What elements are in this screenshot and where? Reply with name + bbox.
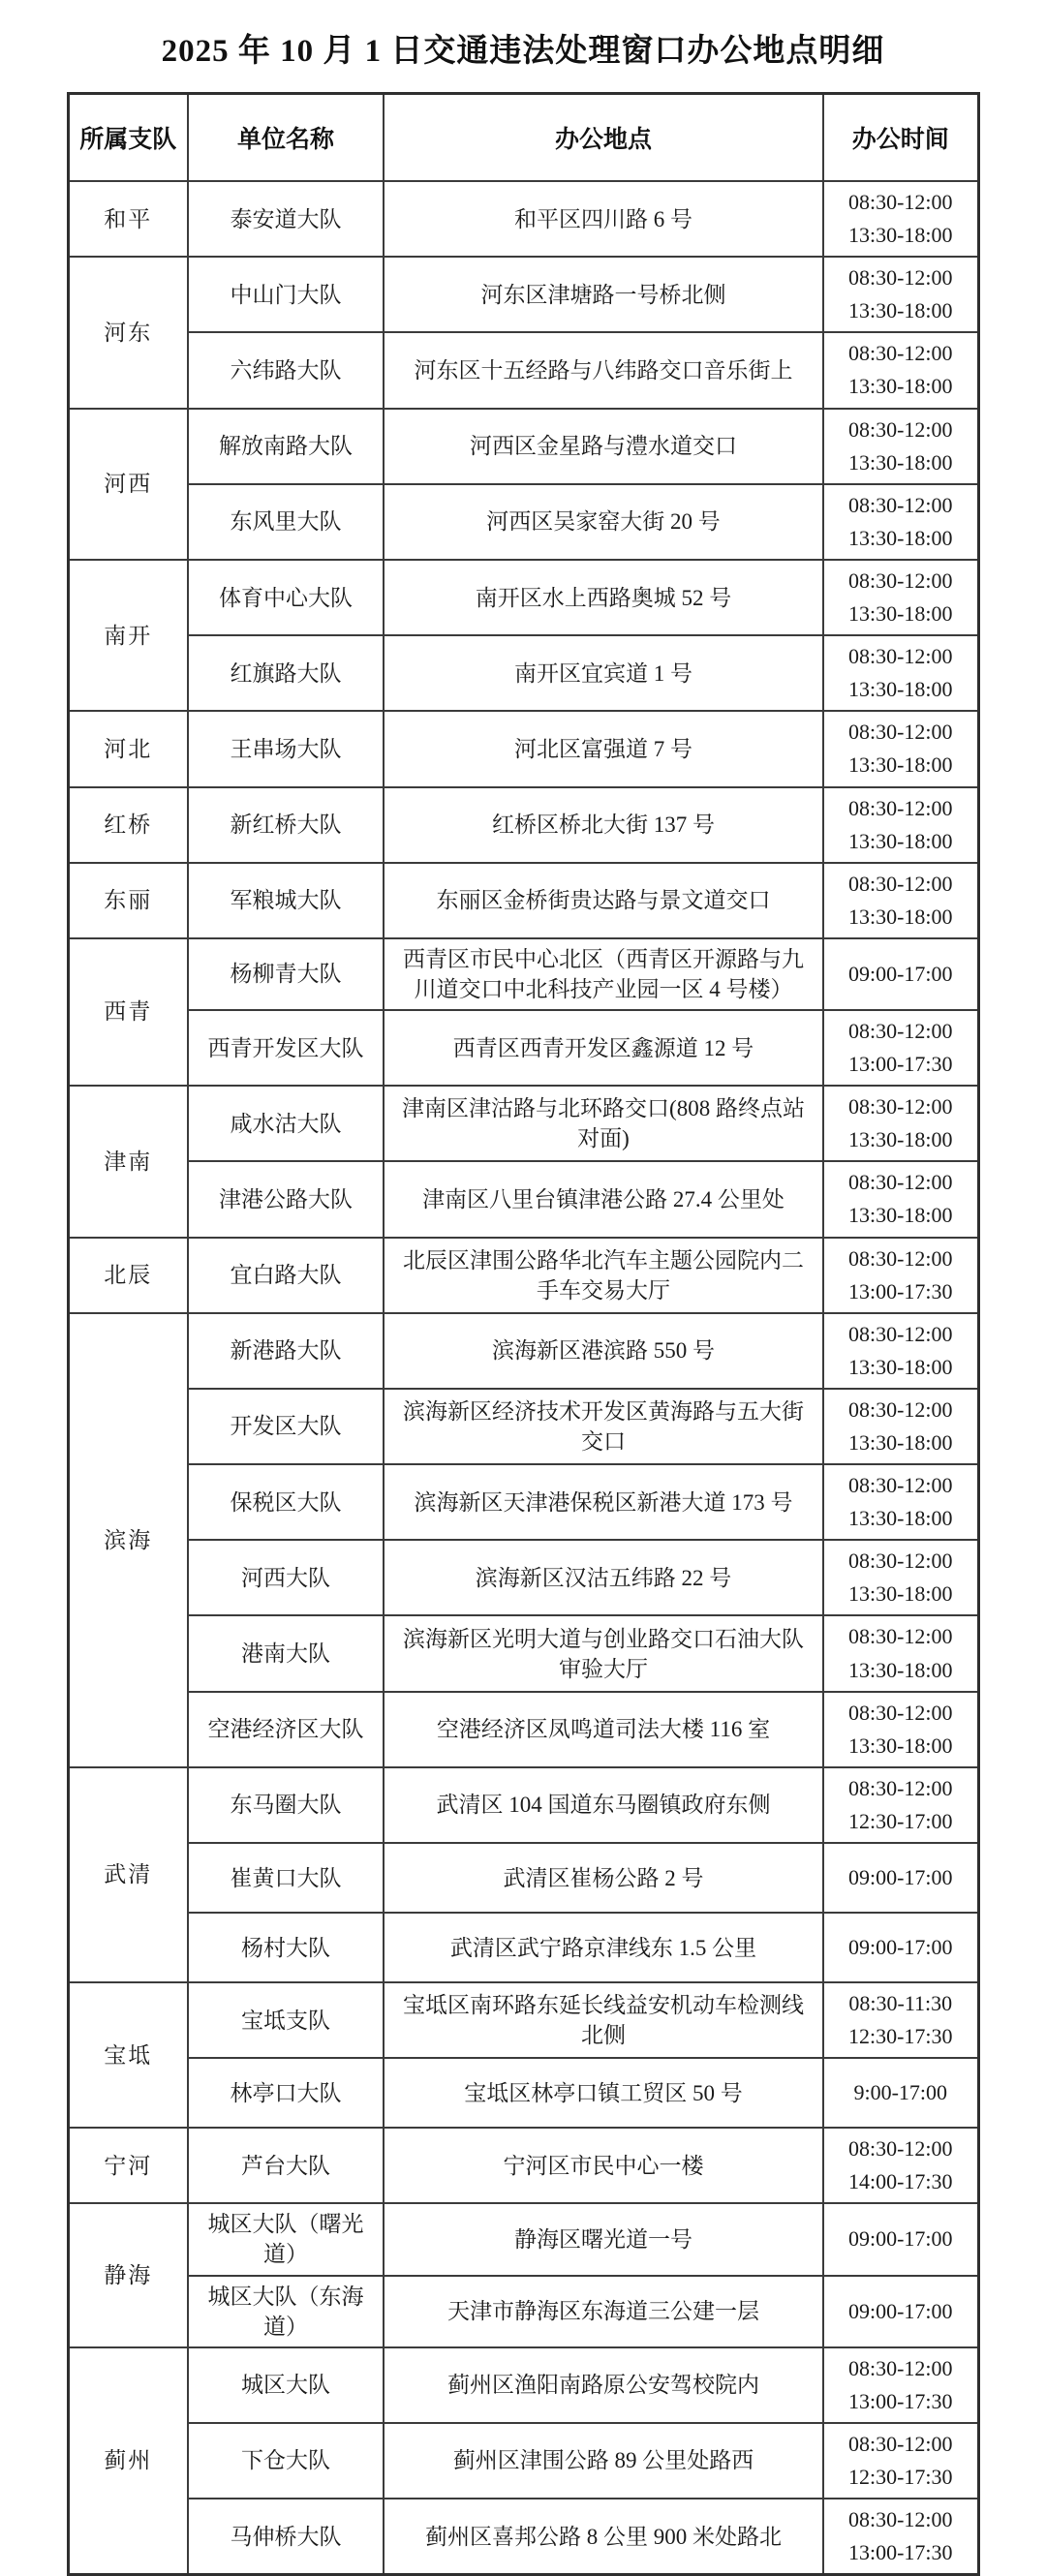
office-hours-cell [823, 1767, 978, 1843]
office-hours-line: 08:30-12:00 [847, 1549, 953, 1574]
district-cell: 红桥 [68, 787, 188, 863]
office-address-cell: 滨海新区光明大道与创业路交口石油大队审验大厅 [384, 1615, 823, 1691]
unit-name-cell: 新港路大队 [188, 1313, 384, 1389]
office-hours-line: 13:30-18:00 [847, 374, 953, 399]
office-hours-cell [823, 409, 978, 484]
table-row [68, 484, 978, 560]
office-hours-line: 08:30-12:00 [847, 341, 953, 366]
unit-name-cell: 城区大队（曙光道） [188, 2203, 384, 2275]
office-hours-line: 13:00-17:30 [847, 2388, 953, 2413]
office-address-cell: 静海区曙光道一号 [384, 2203, 823, 2275]
office-address-cell: 蓟州区喜邦公路 8 公里 900 米处路北 [384, 2499, 823, 2575]
office-hours-line: 08:30-12:00 [847, 1094, 953, 1119]
office-address-cell: 武清区 104 国道东马圈镇政府东侧 [384, 1767, 823, 1843]
table-row [68, 1389, 978, 1464]
unit-name-cell: 新红桥大队 [188, 787, 384, 863]
unit-name-cell: 林亭口大队 [188, 2058, 384, 2128]
office-hours-line: 13:30-18:00 [847, 1354, 953, 1379]
unit-name-cell: 六纬路大队 [188, 332, 384, 408]
office-hours-line: 08:30-12:00 [847, 1775, 953, 1800]
district-cell: 南开 [68, 560, 188, 711]
office-address-cell: 滨海新区天津港保税区新港大道 173 号 [384, 1464, 823, 1540]
unit-name-cell: 城区大队（东海道） [188, 2276, 384, 2347]
office-hours-cell [823, 1161, 978, 1237]
unit-name-cell: 杨柳青大队 [188, 938, 384, 1010]
office-hours-line: 09:00-17:00 [847, 1864, 953, 1889]
district-cell: 滨海 [68, 1313, 188, 1767]
office-hours-line: 13:30-18:00 [847, 1506, 953, 1531]
table-row [68, 1767, 978, 1843]
office-address-cell: 南开区宜宾道 1 号 [384, 635, 823, 711]
table-row [68, 1913, 978, 1982]
office-hours-line: 12:30-17:30 [847, 2464, 953, 2489]
table-row [68, 2347, 978, 2423]
office-hours-cell [823, 1615, 978, 1691]
office-hours-line: 13:30-18:00 [847, 752, 953, 778]
table-row [68, 181, 978, 257]
unit-name-cell: 西青开发区大队 [188, 1010, 384, 1086]
table-row [68, 2203, 978, 2275]
office-hours-cell [823, 1010, 978, 1086]
unit-name-cell: 下仓大队 [188, 2423, 384, 2499]
office-hours-cell [823, 1389, 978, 1464]
table-row [68, 711, 978, 786]
office-hours-line: 09:00-17:00 [847, 1934, 953, 1959]
unit-name-cell: 军粮城大队 [188, 863, 384, 938]
office-address-cell: 宁河区市民中心一楼 [384, 2128, 823, 2203]
office-address-cell: 滨海新区经济技术开发区黄海路与五大街交口 [384, 1389, 823, 1464]
office-hours-line: 08:30-11:30 [848, 1991, 953, 2016]
district-cell: 蓟州 [68, 2347, 188, 2575]
table-row [68, 938, 978, 1010]
table-row [68, 1313, 978, 1389]
office-hours-line: 13:30-18:00 [847, 1733, 953, 1758]
table-row [68, 1982, 978, 2058]
district-cell: 河北 [68, 711, 188, 786]
office-address-cell: 滨海新区港滨路 550 号 [384, 1313, 823, 1389]
office-address-cell: 河东区津塘路一号桥北侧 [384, 257, 823, 332]
office-hours-cell [823, 2347, 978, 2423]
office-hours-cell [823, 181, 978, 257]
office-hours-cell [823, 2128, 978, 2203]
table-row [68, 2499, 978, 2575]
unit-name-cell: 杨村大队 [188, 1913, 384, 1982]
table-row [68, 635, 978, 711]
unit-name-cell: 河西大队 [188, 1540, 384, 1615]
office-hours-cell [823, 2203, 978, 2275]
unit-name-cell: 王串场大队 [188, 711, 384, 786]
office-hours-line: 14:00-17:30 [847, 2169, 953, 2194]
unit-name-cell: 马伸桥大队 [188, 2499, 384, 2575]
unit-name-cell: 保税区大队 [188, 1464, 384, 1540]
unit-name-cell: 体育中心大队 [188, 560, 384, 635]
office-hours-line: 08:30-12:00 [847, 2506, 953, 2531]
office-hours-line: 08:30-12:00 [847, 265, 953, 291]
office-hours-line: 13:00-17:30 [847, 1052, 953, 1077]
office-hours-cell [823, 2058, 978, 2128]
office-hours-cell [823, 332, 978, 408]
office-hours-line: 12:30-17:00 [847, 1808, 953, 1833]
office-hours-line: 08:30-12:00 [847, 1396, 953, 1422]
district-cell: 武清 [68, 1767, 188, 1982]
unit-name-cell: 空港经济区大队 [188, 1692, 384, 1767]
office-address-cell: 空港经济区凤鸣道司法大楼 116 室 [384, 1692, 823, 1767]
table-row [68, 2423, 978, 2499]
office-address-cell: 天津市静海区东海道三公建一层 [384, 2276, 823, 2347]
office-address-cell: 河北区富强道 7 号 [384, 711, 823, 786]
table-row [68, 863, 978, 938]
district-cell: 宁河 [68, 2128, 188, 2203]
table-row [68, 1615, 978, 1691]
office-address-cell: 滨海新区汉沽五纬路 22 号 [384, 1540, 823, 1615]
office-address-cell: 西青区市民中心北区（西青区开源路与九川道交口中北科技产业园一区 4 号楼） [384, 938, 823, 1010]
office-hours-cell [823, 1982, 978, 2058]
office-hours-line: 08:30-12:00 [847, 1245, 953, 1271]
office-hours-cell [823, 635, 978, 711]
office-hours-line: 9:00-17:00 [853, 2080, 948, 2105]
district-cell: 西青 [68, 938, 188, 1086]
office-hours-cell [823, 560, 978, 635]
office-hours-line: 13:30-18:00 [847, 828, 953, 853]
office-hours-cell [823, 2499, 978, 2575]
unit-name-cell: 津港公路大队 [188, 1161, 384, 1237]
office-hours-line: 13:30-18:00 [847, 298, 953, 323]
header-district: 所属支队 [68, 94, 188, 182]
header-office-hours: 办公时间 [823, 94, 978, 182]
office-hours-cell [823, 1313, 978, 1389]
office-hours-cell [823, 1238, 978, 1313]
office-address-cell: 东丽区金桥街贵达路与景文道交口 [384, 863, 823, 938]
office-hours-line: 13:30-18:00 [847, 1127, 953, 1152]
office-address-cell: 南开区水上西路奥城 52 号 [384, 560, 823, 635]
office-hours-line: 08:30-12:00 [847, 2136, 953, 2162]
unit-name-cell: 宜白路大队 [188, 1238, 384, 1313]
unit-name-cell: 咸水沽大队 [188, 1086, 384, 1161]
office-hours-line: 08:30-12:00 [847, 1321, 953, 1346]
office-hours-cell [823, 2276, 978, 2347]
table-row [68, 332, 978, 408]
office-hours-line: 13:30-18:00 [847, 1581, 953, 1607]
office-hours-line: 13:30-18:00 [847, 525, 953, 550]
office-hours-line: 08:30-12:00 [847, 416, 953, 442]
office-hours-line: 08:30-12:00 [847, 720, 953, 745]
office-hours-cell [823, 1843, 978, 1913]
office-hours-cell [823, 2423, 978, 2499]
office-hours-cell [823, 1464, 978, 1540]
district-cell: 河西 [68, 409, 188, 560]
office-hours-line: 13:30-18:00 [847, 904, 953, 929]
office-hours-line: 08:30-12:00 [847, 871, 953, 896]
office-address-cell: 蓟州区津围公路 89 公里处路西 [384, 2423, 823, 2499]
office-hours-line: 13:00-17:30 [847, 1278, 953, 1303]
office-hours-cell [823, 938, 978, 1010]
table-row [68, 1161, 978, 1237]
office-address-cell: 宝坻区林亭口镇工贸区 50 号 [384, 2058, 823, 2128]
office-hours-line: 08:30-12:00 [847, 492, 953, 517]
header-unit-name: 单位名称 [188, 94, 384, 182]
unit-name-cell: 芦台大队 [188, 2128, 384, 2203]
office-address-cell: 津南区八里台镇津港公路 27.4 公里处 [384, 1161, 823, 1237]
office-hours-line: 13:30-18:00 [847, 1203, 953, 1228]
table-body [68, 181, 978, 2575]
table-row [68, 1238, 978, 1313]
office-address-cell: 武清区武宁路京津线东 1.5 公里 [384, 1913, 823, 1982]
office-hours-line: 09:00-17:00 [847, 961, 953, 986]
table-row [68, 560, 978, 635]
unit-name-cell: 东风里大队 [188, 484, 384, 560]
district-cell: 宝坻 [68, 1982, 188, 2128]
header-office-address: 办公地点 [384, 94, 823, 182]
table-row [68, 1010, 978, 1086]
office-hours-cell [823, 484, 978, 560]
office-address-cell: 宝坻区南环路东延长线益安机动车检测线北侧 [384, 1982, 823, 2058]
office-hours-line: 13:30-18:00 [847, 223, 953, 248]
office-hours-line: 08:30-12:00 [847, 1700, 953, 1725]
table-row [68, 1843, 978, 1913]
unit-name-cell: 东马圈大队 [188, 1767, 384, 1843]
office-hours-line: 13:30-18:00 [847, 601, 953, 627]
table-row [68, 1086, 978, 1161]
office-hours-cell [823, 257, 978, 332]
table-row [68, 2276, 978, 2347]
office-locations-table [67, 92, 980, 2576]
office-hours-cell [823, 787, 978, 863]
district-cell: 静海 [68, 2203, 188, 2346]
table-row [68, 1540, 978, 1615]
office-hours-line: 13:00-17:30 [847, 2540, 953, 2565]
office-address-cell: 北辰区津围公路华北汽车主题公园院内二手车交易大厅 [384, 1238, 823, 1313]
office-hours-line: 12:30-17:30 [847, 2024, 953, 2049]
table-row [68, 787, 978, 863]
table-header-row [68, 94, 978, 182]
office-hours-line: 08:30-12:00 [847, 1473, 953, 1498]
office-address-cell: 红桥区桥北大街 137 号 [384, 787, 823, 863]
office-hours-line: 08:30-12:00 [847, 1018, 953, 1043]
office-hours-line: 09:00-17:00 [847, 2226, 953, 2252]
office-address-cell: 武清区崔杨公路 2 号 [384, 1843, 823, 1913]
office-address-cell: 西青区西青开发区鑫源道 12 号 [384, 1010, 823, 1086]
office-address-cell: 津南区津沽路与北环路交口(808 路终点站对面) [384, 1086, 823, 1161]
unit-name-cell: 城区大队 [188, 2347, 384, 2423]
office-address-cell: 河西区金星路与澧水道交口 [384, 409, 823, 484]
office-address-cell: 蓟州区渔阳南路原公安驾校院内 [384, 2347, 823, 2423]
unit-name-cell: 开发区大队 [188, 1389, 384, 1464]
page-title: 2025 年 10 月 1 日交通违法处理窗口办公地点明细 [161, 34, 885, 69]
table-row [68, 409, 978, 484]
office-hours-line: 08:30-12:00 [847, 2355, 953, 2380]
office-hours-cell [823, 1692, 978, 1767]
office-hours-line: 08:30-12:00 [847, 644, 953, 669]
unit-name-cell: 红旗路大队 [188, 635, 384, 711]
table-row [68, 2058, 978, 2128]
office-hours-line: 08:30-12:00 [847, 1170, 953, 1195]
district-cell: 东丽 [68, 863, 188, 938]
office-hours-line: 09:00-17:00 [847, 2298, 953, 2323]
table-row [68, 257, 978, 332]
office-hours-line: 13:30-18:00 [847, 677, 953, 702]
office-hours-line: 13:30-18:00 [847, 1657, 953, 1682]
district-cell: 北辰 [68, 1238, 188, 1313]
unit-name-cell: 港南大队 [188, 1615, 384, 1691]
district-cell: 和平 [68, 181, 188, 257]
office-address-cell: 和平区四川路 6 号 [384, 181, 823, 257]
unit-name-cell: 解放南路大队 [188, 409, 384, 484]
office-hours-line: 08:30-12:00 [847, 567, 953, 593]
office-hours-cell [823, 863, 978, 938]
table-row [68, 1692, 978, 1767]
unit-name-cell: 崔黄口大队 [188, 1843, 384, 1913]
unit-name-cell: 泰安道大队 [188, 181, 384, 257]
office-hours-cell [823, 1540, 978, 1615]
district-cell: 津南 [68, 1086, 188, 1237]
office-hours-line: 08:30-12:00 [847, 795, 953, 820]
office-hours-cell [823, 711, 978, 786]
office-hours-line: 13:30-18:00 [847, 449, 953, 475]
district-cell: 河东 [68, 257, 188, 408]
office-hours-line: 13:30-18:00 [847, 1430, 953, 1455]
table-row [68, 2128, 978, 2203]
office-address-cell: 河东区十五经路与八纬路交口音乐街上 [384, 332, 823, 408]
office-address-cell: 河西区吴家窑大街 20 号 [384, 484, 823, 560]
office-hours-cell [823, 1086, 978, 1161]
office-hours-line: 08:30-12:00 [847, 1624, 953, 1649]
unit-name-cell: 宝坻支队 [188, 1982, 384, 2058]
unit-name-cell: 中山门大队 [188, 257, 384, 332]
office-hours-line: 08:30-12:00 [847, 2431, 953, 2456]
office-hours-line: 08:30-12:00 [847, 190, 953, 214]
table-row [68, 1464, 978, 1540]
office-hours-cell [823, 1913, 978, 1982]
